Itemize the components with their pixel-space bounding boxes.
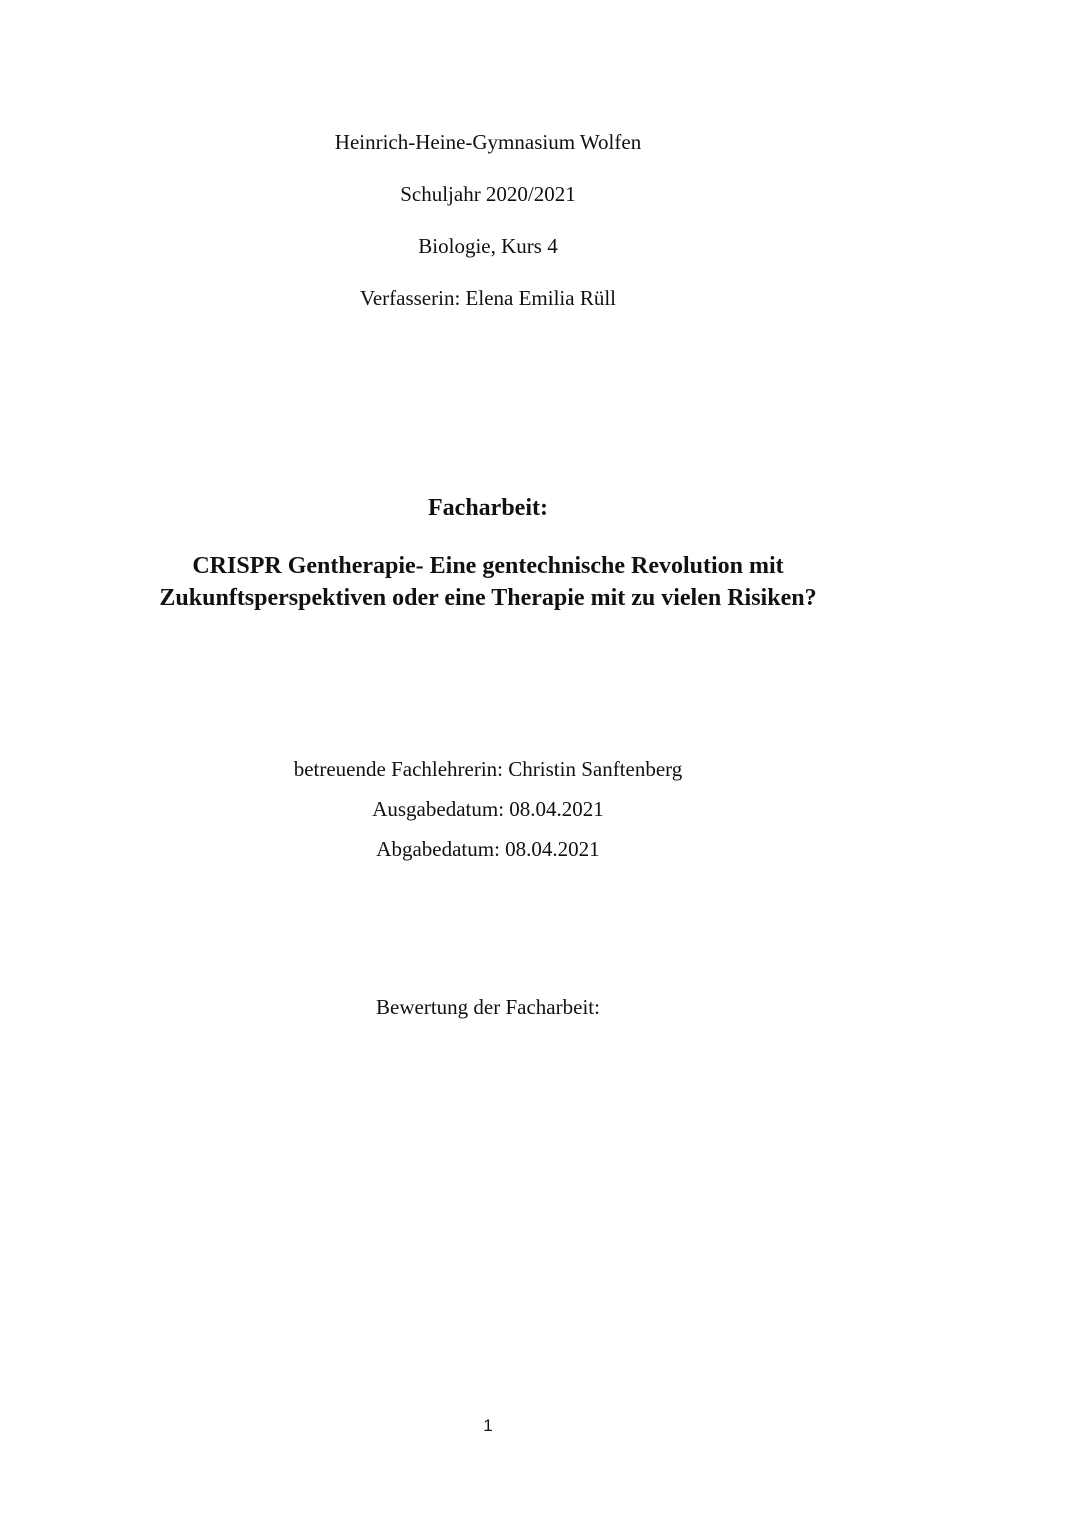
submission-date-line: Abgabedatum: 08.04.2021 — [376, 837, 600, 861]
evaluation-label: Bewertung der Facharbeit: — [376, 995, 600, 1019]
supervisor-line: betreuende Fachlehrerin: Christin Sanftenberg — [293, 757, 683, 781]
course-info: Biologie, Kurs 4 — [418, 234, 558, 258]
page-number: 1 — [483, 1416, 493, 1435]
school-name: Heinrich-Heine-Gymnasium Wolfen — [334, 130, 642, 154]
document-type-label: Facharbeit: — [428, 495, 548, 521]
author-line: Verfasserin: Elena Emilia Rüll — [359, 286, 616, 310]
school-year: Schuljahr 2020/2021 — [400, 182, 576, 206]
issue-date-line: Ausgabedatum: 08.04.2021 — [372, 797, 604, 821]
title-line-1: CRISPR Gentherapie- Eine gentechnische Revolution mit — [192, 553, 784, 579]
title-line-2: Zukunftsperspektiven oder eine Therapie mit zu vielen Risiken? — [159, 585, 817, 611]
